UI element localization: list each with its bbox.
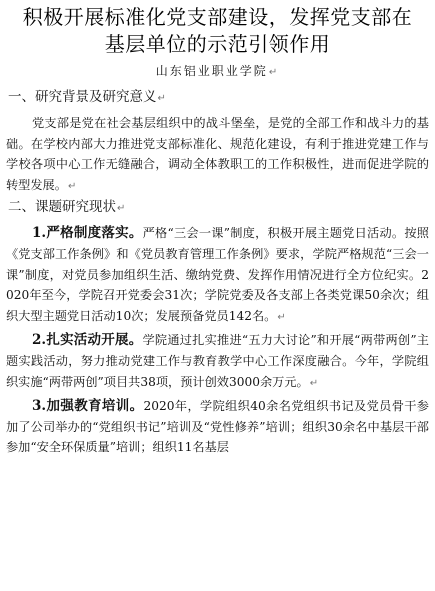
paragraph-text: 2020年，学院组织40余名党组织书记及党员骨干参加了公司举办的“党组织书记”培训及“党性修养”培训；组织30余名中基层干部参加“安全环保质量”培训；组织11名基层 <box>6 399 429 455</box>
paragraph-text: 严格“三会一课”制度，积极开展主题党日活动。按照《党支部工作条例》和《党员教育管理工作条例》要求，学院严格规范“三会一课”制度，对党员参加组织生活、缴纳党费、发挥作用情况进行全方位纪实。2020年至今，学院召开党委会31次；学院党委及各支部上各类党课50余次；组织大型主题党日活动10次；发展预备党员142名。 <box>6 226 429 323</box>
status-paragraph-3 <box>6 396 429 458</box>
document-title <box>6 4 429 58</box>
author-affiliation <box>6 62 429 82</box>
paragraph-mark-icon: ↵ <box>117 203 126 215</box>
paragraph-lead: 3.加强教育培训。 <box>32 398 144 415</box>
paragraph-text: 党支部是党在社会基层组织中的战斗堡垒，是党的全部工作和战斗力的基础。在学校内部大力推进党支部标准化、规范化建设，有利于推进党建工作与学校各项中心工作无缝融合，调动全体教职工的工作积极性，进而促进学院的转型发展。 <box>6 116 429 192</box>
title-line-2 <box>6 31 429 58</box>
title-line-2-text: 基层单位的示范引领作用 <box>104 32 331 56</box>
section-heading-status <box>6 197 429 219</box>
section-heading-text: 二、课题研究现状 <box>8 199 116 216</box>
section-heading-text: 一、研究背景及研究意义 <box>8 89 157 105</box>
paragraph-mark-icon: ↵ <box>309 377 319 389</box>
affiliation-text: 山东铝业职业学院 <box>155 64 268 78</box>
paragraph-mark-icon: ↵ <box>268 67 280 78</box>
paragraph-mark-icon: ↵ <box>67 180 77 192</box>
paragraph-text: 学院通过扎实推进“五力大讨论”和开展“两带两创”主题实践活动，努力推动党建工作与教育教学中心工作深度融合。今年，学院组织实施“两带两创”项目共38项，预计创效3000余万元。 <box>6 333 429 389</box>
status-paragraph-1 <box>6 223 429 328</box>
status-paragraph-2 <box>6 330 429 394</box>
section-heading-background <box>6 87 429 109</box>
title-line-1: 积极开展标准化党支部建设，发挥党支部在 <box>22 5 413 29</box>
paragraph-mark-icon: ↵ <box>277 311 286 323</box>
paragraph-mark-icon: ↵ <box>157 93 166 104</box>
background-paragraph <box>6 113 429 197</box>
paragraph-lead: 1.严格制度落实。 <box>32 225 143 242</box>
paragraph-lead: 2.扎实活动开展。 <box>32 332 143 349</box>
